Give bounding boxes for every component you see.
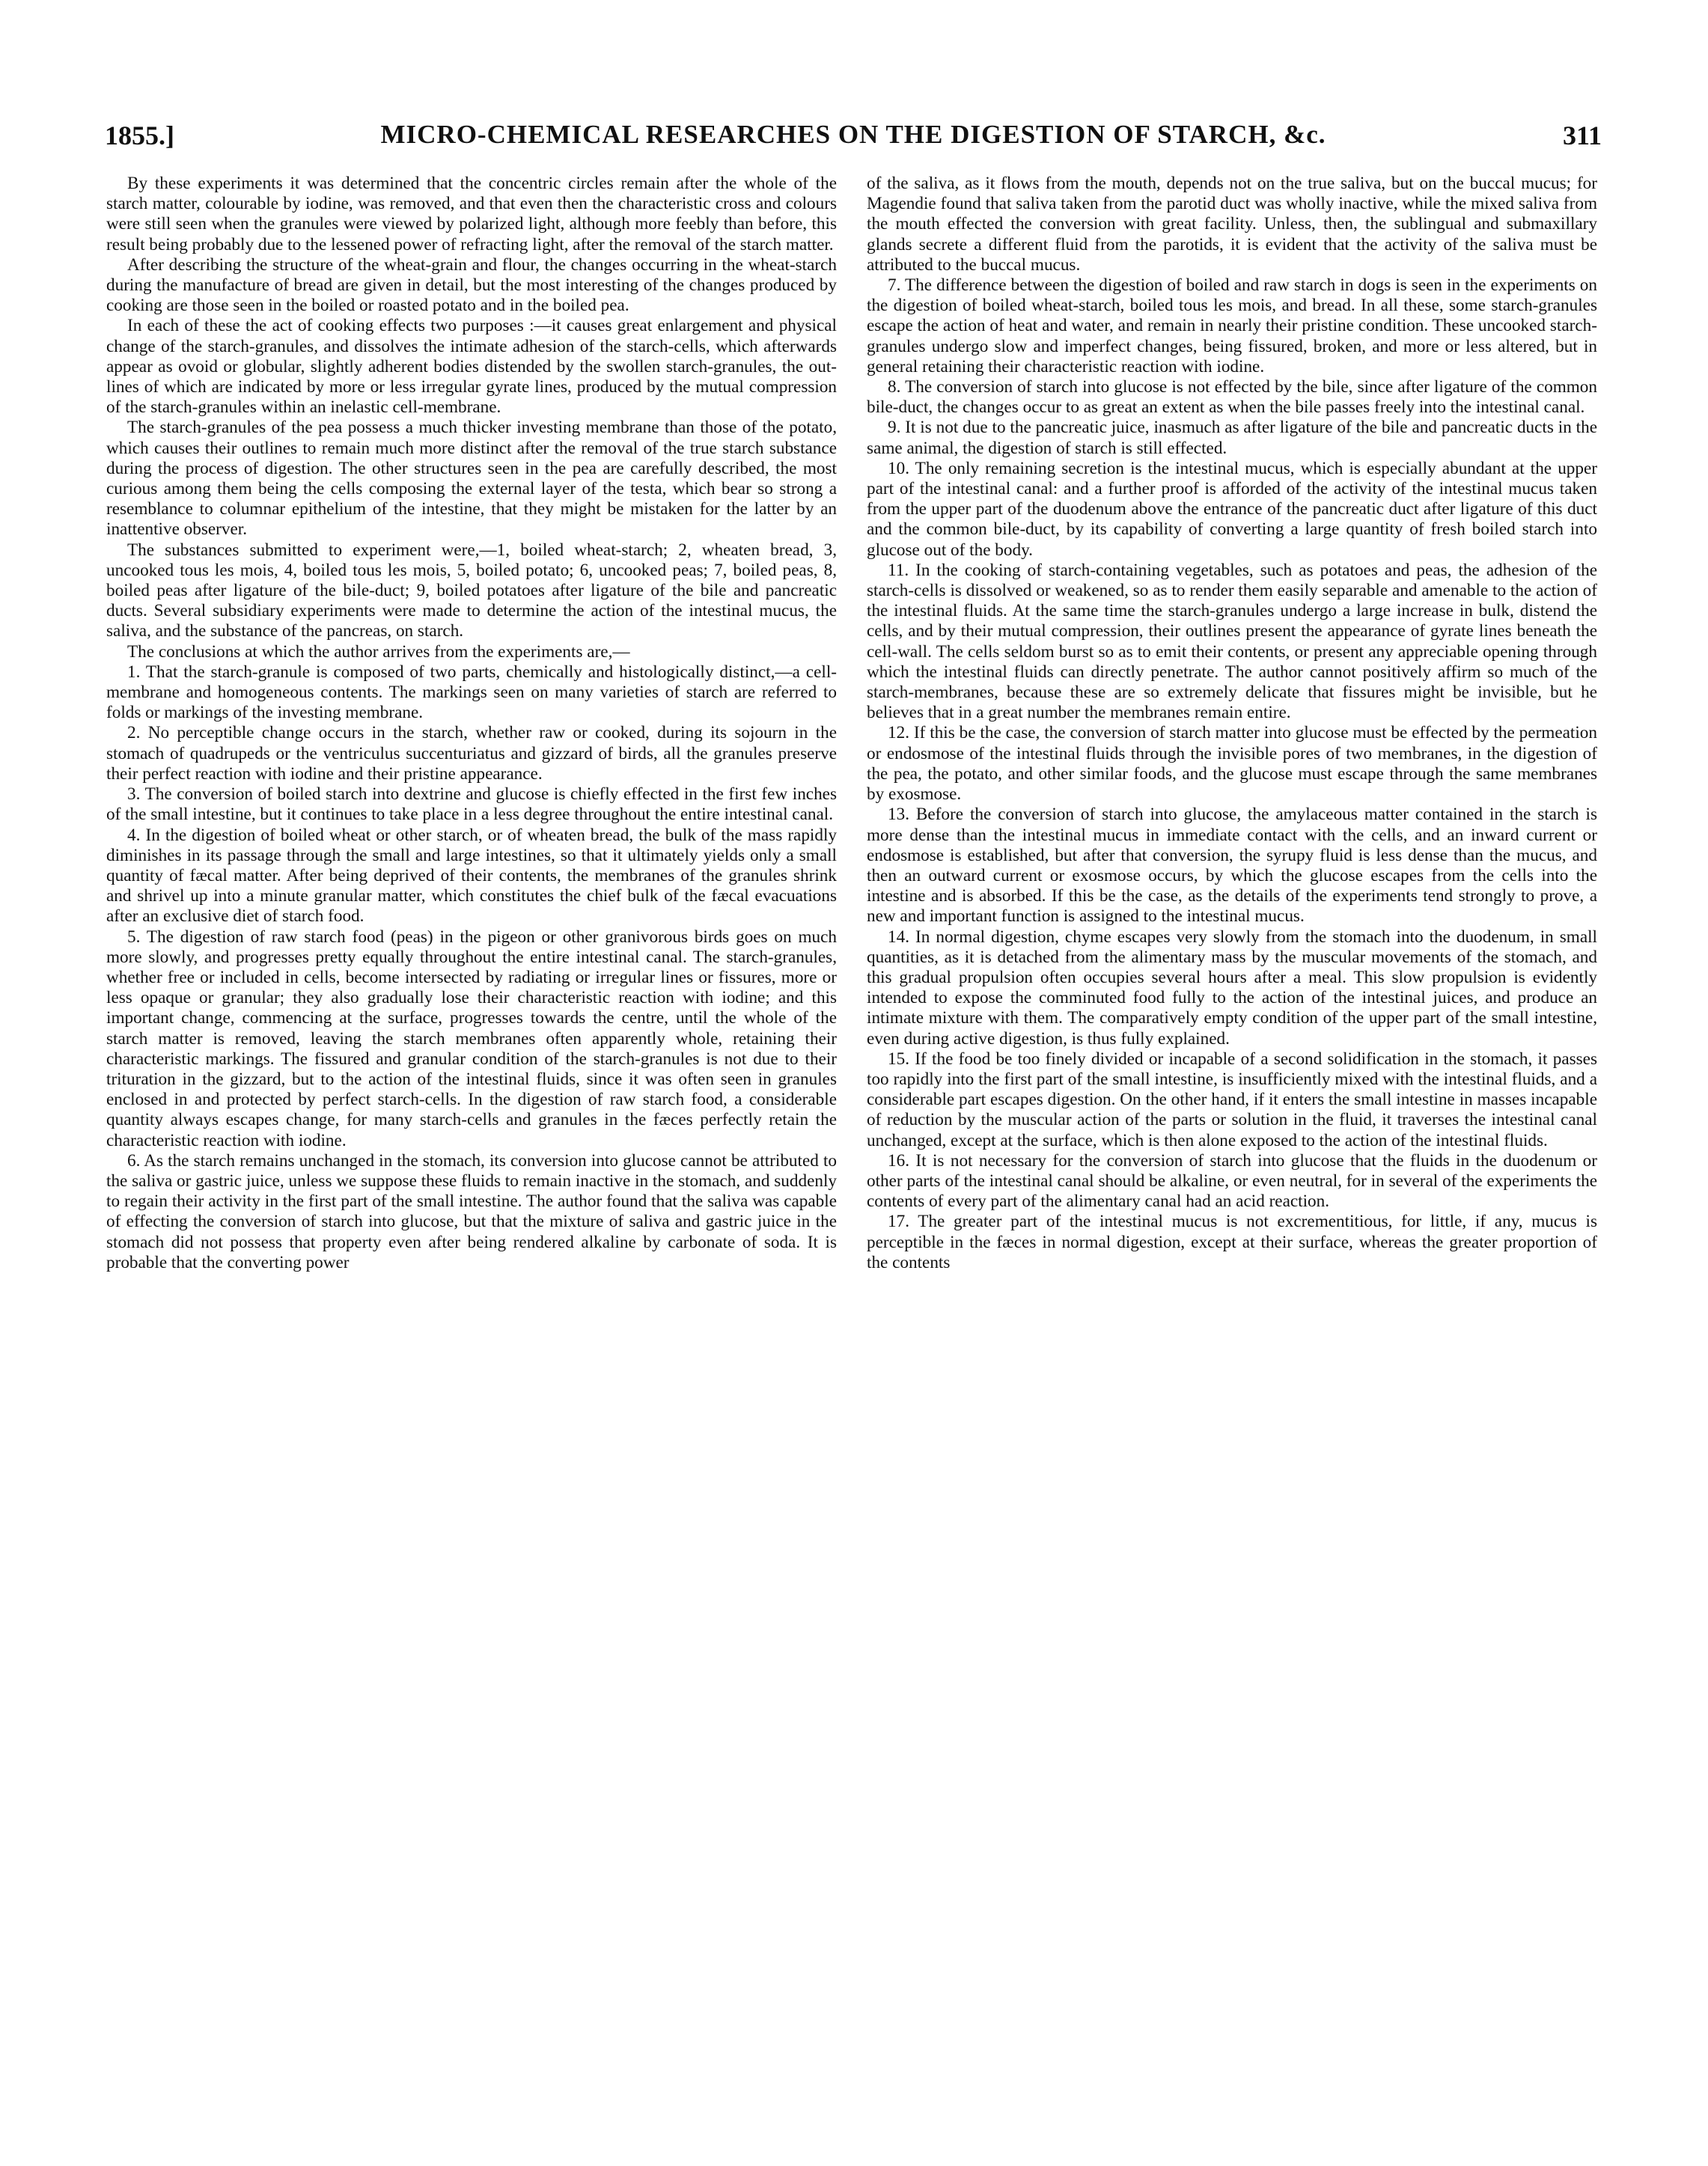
paragraph: The substances submitted to experiment were,—1, boiled wheat-starch; 2, wheaten bread, 3, uncooked tous les mois, 4, boiled tous les mois, 5, boiled potato; 6, uncooked peas; 7, boiled peas, 8, boiled peas after ligature of the bile-duct; 9, boiled potatoes after ligature of the bile and pancreatic ducts. Several subsidiary experiments were made to determine the action of the intestinal mucus, the saliva, and the substance of the pancreas, on starch.	[106, 540, 837, 641]
conclusion-item: 4. In the digestion of boiled wheat or other starch, or of wheaten bread, the bulk of the mass rapidly diminishes in its passage through the small and large intestines, so that it ultimately yields only a small quantity of fæcal matter. After being deprived of their contents, the membranes of the granules shrink and shrivel up into a minute granular matter, which constitutes the chief bulk of the fæcal evacuations after an exclusive diet of starch food.	[106, 825, 837, 927]
left-column	[106, 174, 837, 1273]
conclusion-item: 17. The greater part of the intestinal mucus is not excrementitious, for little, if any, mucus is perceptible in the fæces in normal digestion, except at their surface, whereas the greater proportion of the contents	[867, 1212, 1597, 1272]
conclusion-item: 10. The only remaining secretion is the intestinal mucus, which is especially abundant at the upper part of the intestinal canal: and a further proof is afforded of the activity of the intestinal mucus taken from the upper part of the duodenum above the entrance of the pancreatic duct after ligature of this duct and the common bile-duct, by its capability of converting a large quantity of fresh boiled starch into glucose out of the body.	[867, 458, 1597, 560]
header-title: MICRO-CHEMICAL RESEARCHES ON THE DIGESTION OF STARCH, &c.	[380, 120, 1326, 149]
page-number: 311	[1562, 120, 1602, 150]
paragraph: The starch-granules of the pea possess a much thicker investing membrane than those of the potato, which causes their outlines to remain much more distinct after the removal of the true starch substance during the process of digestion. The other structures seen in the pea are carefully described, the most curious among them being the cells composing the external layer of the testa, which bear so strong a resemblance to columnar epithelium of the intestine, that they might be mistaken for the latter by an inattentive observer.	[106, 418, 837, 540]
conclusion-item: 15. If the food be too finely divided or incapable of a second solidification in the stomach, it passes too rapidly into the first part of the small intestine, is insufficiently mixed with the intestinal fluids, and a considerable part escapes digestion. On the other hand, if it enters the small intestine in masses incapable of reduction by the muscular action of the parts or solution in the fluid, it traverses the intestinal canal unchanged, except at the surface, which is then alone exposed to the action of the intestinal fluids.	[867, 1049, 1597, 1150]
paragraph: In each of these the act of cooking effects two purposes :—it causes great enlargement and physical change of the starch-granules, and dissolves the intimate adhesion of the starch-cells, which afterwards appear as ovoid or globular, slightly adherent bodies distended by the swollen starch-granules, the out-lines of which are indicated by more or less irregular gyrate lines, produced by the mutual compression of the starch-granules within an inelastic cell-membrane.	[106, 316, 837, 418]
conclusion-item: 6. As the starch remains unchanged in the stomach, its conversion into glucose cannot be attributed to the saliva or gastric juice, unless we suppose these fluids to remain inactive in the stomach, and suddenly to regain their activity in the first part of the small intestine. The author found that the saliva was capable of effecting the conversion of starch into glucose, but that the mixture of saliva and gastric juice in the stomach did not possess that property even after being rendered alkaline by carbonate of soda. It is probable that the converting power	[106, 1150, 837, 1272]
conclusion-item: 2. No perceptible change occurs in the starch, whether raw or cooked, during its sojourn in the stomach of quadrupeds or the ventriculus succenturiatus and gizzard of birds, all the granules preserve their perfect reaction with iodine and their pristine appearance.	[106, 723, 837, 784]
conclusion-item: 5. The digestion of raw starch food (peas) in the pigeon or other granivorous birds goes on much more slowly, and progresses pretty equally throughout the entire intestinal canal. The starch-granules, whether free or included in cells, become intersected by radiating or irregular lines or fissures, more or less opaque or granular; they also gradually lose their characteristic reaction with iodine; and this important change, commencing at the surface, progresses towards the centre, until the whole of the starch matter is removed, leaving the starch membranes often apparently whole, retaining their characteristic markings. The fissured and granular condition of the starch-granules is not due to their trituration in the gizzard, but to the action of the intestinal fluids, since it was often seen in granules enclosed in and protected by perfect starch-cells. In the digestion of raw starch food, a considerable quantity always escapes change, for many starch-cells and granules in the fæces perfectly retain the characteristic reaction with iodine.	[106, 927, 837, 1150]
paragraph: After describing the structure of the wheat-grain and flour, the changes occurring in the wheat-starch during the manufacture of bread are given in detail, but the most interesting of the changes produced by cooking are those seen in the boiled or roasted potato and in the boiled pea.	[106, 254, 837, 316]
conclusion-item: 11. In the cooking of starch-containing vegetables, such as potatoes and peas, the adhesion of the starch-cells is dissolved or weakened, so as to render them easily separable and amenable to the action of the intestinal fluids. At the same time the starch-granules undergo a large increase in bulk, distend the cells, and by their mutual compression, their outlines present the appearance of gyrate lines beneath the cell-wall. The cells seldom burst so as to emit their contents, or present any appreciable opening through which the intestinal fluids can directly penetrate. The author cannot positively affirm so much of the starch-membranes, because these are so extremely delicate that fissures might be invisible, but he believes that in a great number the membranes remain entire.	[867, 560, 1597, 723]
conclusion-item: 9. It is not due to the pancreatic juice, inasmuch as after ligature of the bile and pancreatic ducts in the same animal, the digestion of starch is still effected.	[867, 418, 1597, 458]
header-year: 1855.]	[105, 120, 174, 150]
paragraph-continuation: of the saliva, as it flows from the mouth, depends not on the true saliva, but on the buccal mucus; for Magendie found that saliva taken from the parotid duct was wholly inactive, while the mixed saliva from the mouth effected the conversion with great facility. Unless, then, the sublingual and submaxillary glands secrete a different fluid from the parotids, it is evident that the activity of the saliva must be attributed to the buccal mucus.	[867, 174, 1597, 275]
paragraph: The conclusions at which the author arrives from the experiments are,—	[127, 641, 630, 662]
paragraph: By these experiments it was determined that the concentric circles remain after the whole of the starch matter, colourable by iodine, was removed, and that even then the characteristic cross and colours were still seen when the granules were viewed by polarized light, although more feebly than before, this result being probably due to the lessened power of refracting light, after the removal of the starch matter.	[106, 174, 837, 254]
conclusion-item: 14. In normal digestion, chyme escapes very slowly from the stomach into the duodenum, in small quantities, as it is detached from the alimentary mass by the muscular movements of the stomach, and this gradual propulsion often occupies several hours after a meal. This slow propulsion is evidently intended to expose the comminuted food fully to the action of the intestinal juices, and produce an intimate mixture with them. The comparatively empty condition of the upper part of the small intestine, even during active digestion, is thus fully explained.	[867, 927, 1597, 1049]
conclusion-item: 7. The difference between the digestion of boiled and raw starch in dogs is seen in the experiments on the digestion of boiled wheat-starch, boiled tous les mois, and bread. In all these, some starch-granules escape the action of heat and water, and remain in nearly their pristine condition. These uncooked starch-granules undergo slow and imperfect changes, being fissured, broken, and more or less altered, but in general retaining their characteristic reaction with iodine.	[867, 275, 1597, 376]
conclusion-item: 16. It is not necessary for the conversion of starch into glucose that the fluids in the duodenum or other parts of the intestinal canal should be alkaline, or even neutral, for in several of the experiments the contents of every part of the alimentary canal had an acid reaction.	[867, 1150, 1597, 1212]
running-header	[105, 120, 1602, 165]
conclusion-item: 13. Before the conversion of starch into glucose, the amylaceous matter contained in the starch is more dense than the intestinal mucus in immediate contact with the cells, and an inward current or endosmose is established, but after that conversion, the syrupy fluid is less dense than the mucus, and then an outward current or exosmose occurs, by which the glucose escapes from the cells into the intestine and is absorbed. If this be the case, as the details of the experiments tend strongly to prove, a new and important function is assigned to the intestinal mucus.	[867, 805, 1597, 927]
conclusion-item: 1. That the starch-granule is composed of two parts, chemically and histologically distinct,—a cell-membrane and homogeneous contents. The markings seen on many varieties of starch are referred to folds or markings of the investing membrane.	[106, 662, 837, 723]
right-column	[867, 174, 1597, 1273]
conclusion-item: 3. The conversion of boiled starch into dextrine and glucose is chiefly effected in the first few inches of the small intestine, but it continues to take place in a less degree throughout the entire intestinal canal.	[106, 784, 837, 825]
conclusion-item: 8. The conversion of starch into glucose is not effected by the bile, since after ligature of the common bile-duct, the changes occur to as great an extent as when the bile passes freely into the intestinal canal.	[867, 377, 1597, 418]
conclusion-item: 12. If this be the case, the conversion of starch matter into glucose must be effected by the permeation or endosmose of the intestinal fluids through the invisible pores of two membranes, in the digestion of the pea, the potato, and other similar foods, and the glucose must escape through the same membranes by exosmose.	[867, 723, 1597, 805]
